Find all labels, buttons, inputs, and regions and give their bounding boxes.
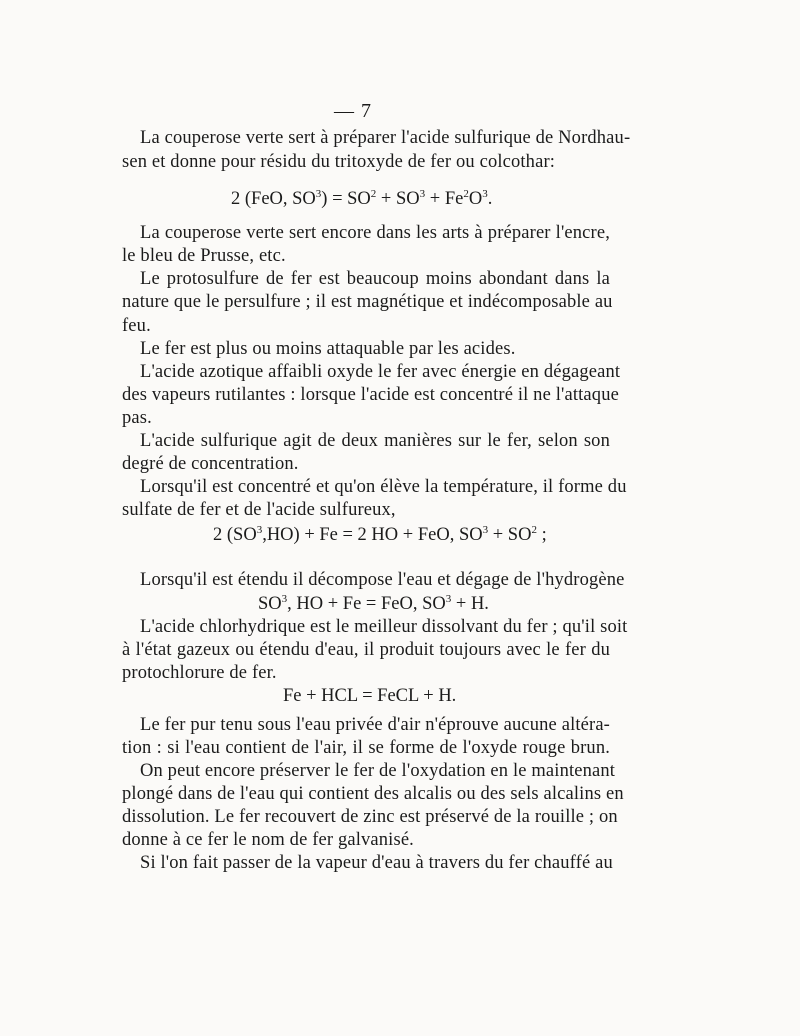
text-line: dissolution. Le fer recouvert de zinc est préservé de la rouille ; on: [122, 807, 618, 827]
text-line: L'acide sulfurique agit de deux manières sur le fer, selon son: [140, 431, 610, 451]
chemical-equation: $SO^3$, HO + Fe = FeO, $SO^3 + H$.: [258, 593, 489, 614]
text-line: Si l'on fait passer de la vapeur d'eau à travers du fer chauffé au: [140, 853, 613, 873]
text-line: Le fer est plus ou moins attaquable par les acides.: [140, 339, 516, 359]
text-line: sulfate de fer et de l'acide sulfureux,: [122, 500, 396, 520]
text-line: pas.: [122, 408, 152, 428]
chemical-equation: Fe + HCL = FeCL + H.: [283, 686, 457, 706]
text-line: Le fer pur tenu sous l'eau privée d'air n'éprouve aucune altéra-: [140, 715, 610, 735]
text-line: L'acide chlorhydrique est le meilleur dissolvant du fer ; qu'il soit: [140, 617, 628, 637]
chemical-equation: 2 (FeO, $SO^3) = SO^2 + SO^3 + Fe^2O^3$.: [231, 188, 493, 209]
text-line: L'acide azotique affaibli oxyde le fer avec énergie en dégageant: [140, 362, 621, 382]
text-line: La couperose verte sert à préparer l'acide sulfurique de Nordhau-: [140, 128, 631, 148]
page-number: — 7: [334, 100, 372, 122]
text-line: le bleu de Prusse, etc.: [122, 246, 286, 266]
text-line: tion : si l'eau contient de l'air, il se forme de l'oxyde rouge brun.: [122, 738, 610, 758]
text-line: des vapeurs rutilantes : lorsque l'acide est concentré il ne l'attaque: [122, 385, 619, 405]
text-line: La couperose verte sert encore dans les arts à préparer l'encre,: [140, 223, 610, 243]
text-line: donne à ce fer le nom de fer galvanisé.: [122, 830, 414, 850]
text-line: protochlorure de fer.: [122, 663, 277, 683]
text-line: degré de concentration.: [122, 454, 299, 474]
text-line: plongé dans de l'eau qui contient des alcalis ou des sels alcalins en: [122, 784, 624, 804]
text-line: Lorsqu'il est étendu il décompose l'eau et dégage de l'hydrogène: [140, 570, 625, 590]
text-line: nature que le persulfure ; il est magnétique et indécomposable au: [122, 292, 613, 312]
chemical-equation: 2 $(SO^3,HO) + Fe = 2$ HO + FeO, $SO^3 + SO^2$ ;: [213, 524, 547, 545]
text-line: Le protosulfure de fer est beaucoup moins abondant dans la: [140, 269, 610, 289]
text-line: On peut encore préserver le fer de l'oxydation en le maintenant: [140, 761, 616, 781]
text-line: à l'état gazeux ou étendu d'eau, il produit toujours avec le fer du: [122, 640, 610, 660]
text-line: sen et donne pour résidu du tritoxyde de fer ou colcothar:: [122, 152, 556, 172]
text-line: feu.: [122, 316, 151, 336]
text-line: Lorsqu'il est concentré et qu'on élève la température, il forme du: [140, 477, 627, 497]
